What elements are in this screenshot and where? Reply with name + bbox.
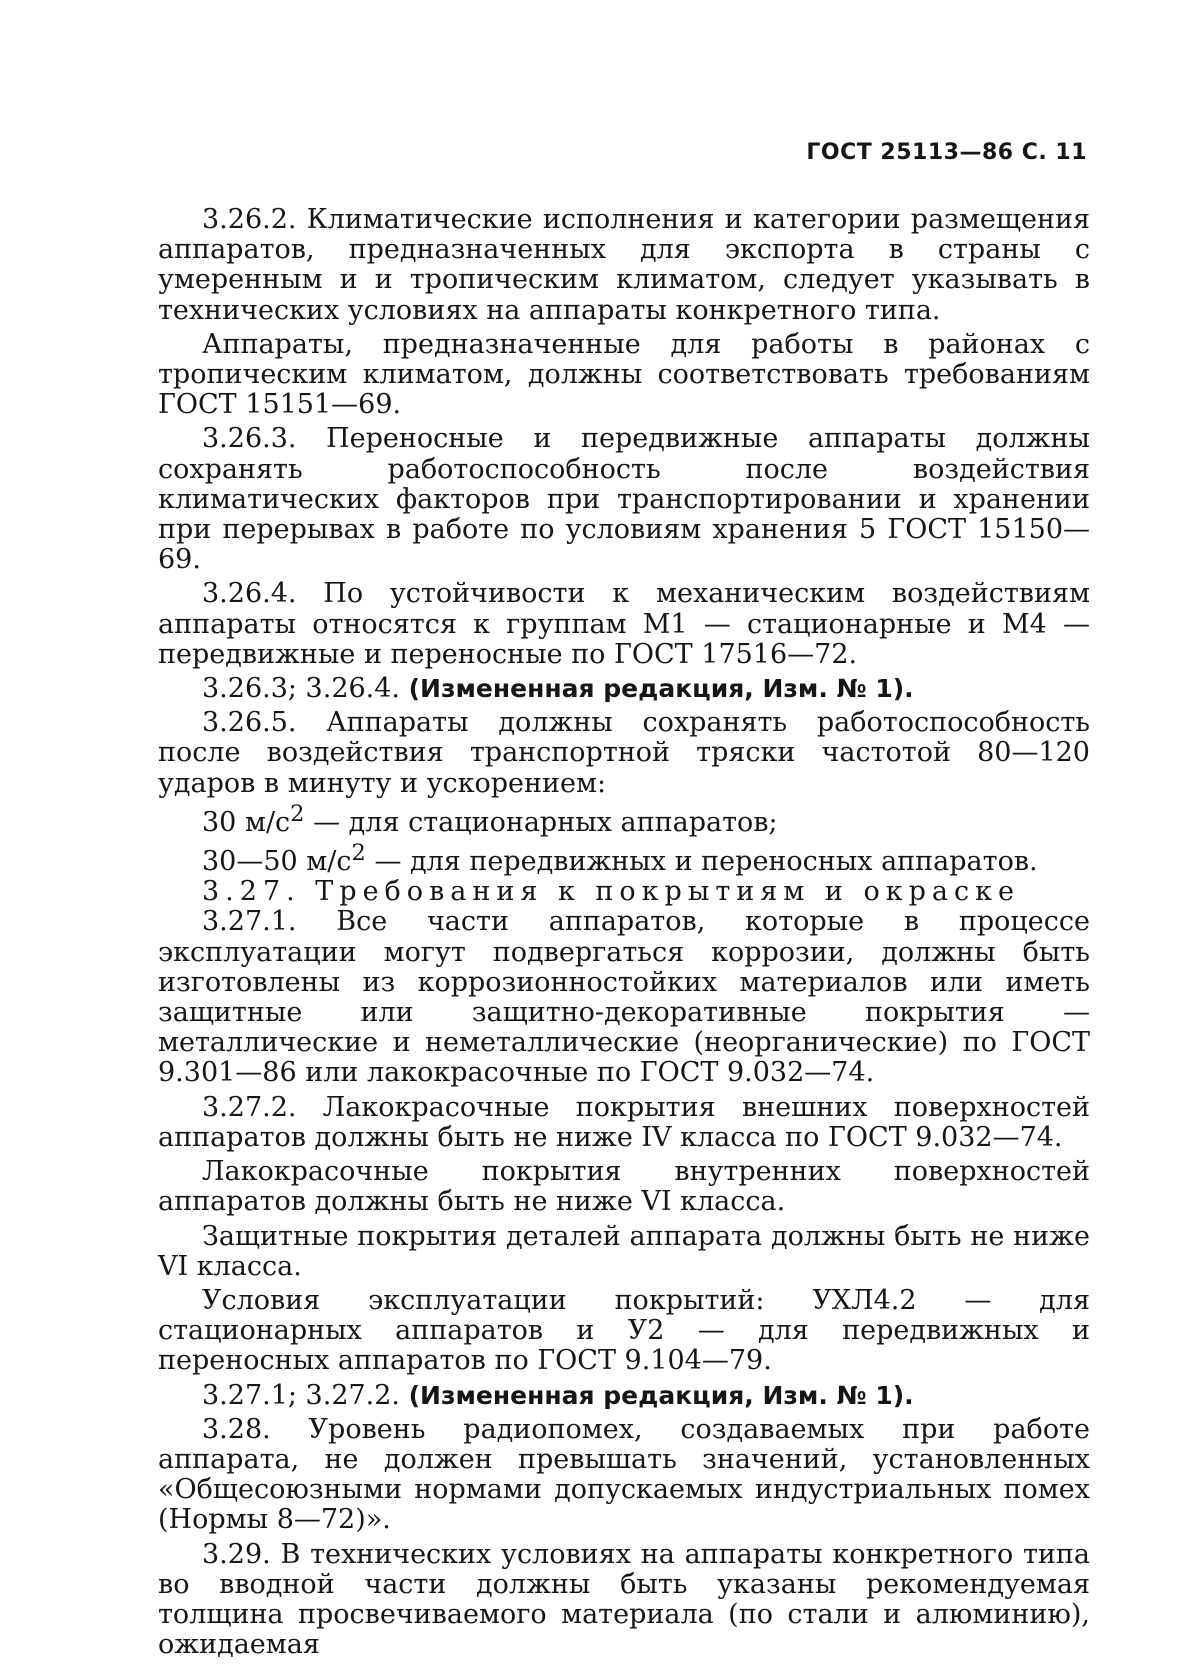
paragraph-3-26-3: 3.26.3. Переносные и передвижные аппараты должны сохранять работоспособность после воздействия климатических факторов при транспортировании и хранении при перерывах в работе по условиям хранения 5 ГОСТ 15150—69. <box>158 423 1090 576</box>
paragraph-3-29: 3.29. В технических условиях на аппараты конкретного типа во вводной части должны быть указаны рекомендуемая толщина просвечиваемого материала (по стали и алюминию), ожидаемая <box>158 1538 1090 1661</box>
paragraph-3-26-4: 3.26.4. По устойчивости к механическим воздействиям аппараты относятся к группам М1 — стационарные и М4 — передвижные и переносные по ГОСТ 17516—72. <box>158 578 1090 670</box>
acceleration-stationary <box>158 799 1090 838</box>
paragraph-tropical: Аппараты, предназначенные для работы в районах с тропическим климатом, должны соответствовать требованиям ГОСТ 15151—69. <box>158 328 1090 421</box>
exponent: 2 <box>351 840 366 867</box>
amendment-refs: 3.27.1; 3.27.2. <box>202 1379 401 1411</box>
amendment-note-1 <box>158 674 1090 704</box>
amendment-refs: 3.26.3; 3.26.4. <box>202 673 401 705</box>
acceleration-mobile <box>158 838 1090 877</box>
paragraph-internal-coatings: Лакокрасочные покрытия внутренних поверхностей аппаратов должны быть не ниже VI класса. <box>158 1156 1090 1218</box>
paragraph-3-26-2: 3.26.2. Климатические исполнения и категории размещения аппаратов, предназначенных для экспорта в страны с умеренным и и тропическим климатом, следует указывать в технических условиях на аппараты конкретного типа. <box>158 204 1090 326</box>
acceleration-text: — для передвижных и переносных аппаратов. <box>374 846 1038 878</box>
paragraph-3-27-2: 3.27.2. Лакокрасочные покрытия внешних поверхностей аппаратов должны быть не ниже IV класса по ГОСТ 9.032—74. <box>158 1091 1090 1153</box>
paragraph-protective-coatings: Защитные покрытия деталей аппарата должны быть не ниже VI класса. <box>158 1220 1090 1282</box>
paragraph-3-26-5: 3.26.5. Аппараты должны сохранять работоспособность после воздействия транспортной тряски частотой 80—120 ударов в минуту и ускорением: <box>158 707 1090 799</box>
page-header: ГОСТ 25113—86 С. 11 <box>806 140 1087 165</box>
paragraph-3-27-1: 3.27.1. Все части аппаратов, которые в процессе эксплуатации могут подвергаться коррозии, должны быть изготовлены из коррозионностойких материалов или иметь защитные или защитно-декоративные покрытия — металлические и неметаллические (неорганические) по ГОСТ 9.301—86 или лакокрасочные по ГОСТ 9.032—74. <box>158 906 1090 1089</box>
amendment-label: (Измененная редакция, Изм. № 1). <box>408 1380 914 1410</box>
section-title-3-27: 3.27. Требования к покрытиям и окраске <box>202 876 1020 908</box>
paragraph-3-28: 3.28. Уровень радиопомех, создаваемых при работе аппарата, не должен превышать значений, установленных «Общесоюзными нормами допускаемых индустриальных помех (Нормы 8—72)». <box>158 1413 1090 1536</box>
exponent: 2 <box>290 800 305 827</box>
amendment-note-2 <box>158 1381 1090 1411</box>
acceleration-text: — для стационарных аппаратов; <box>313 806 778 838</box>
acceleration-value: 30 м/с <box>202 806 291 838</box>
amendment-label: (Измененная редакция, Изм. № 1). <box>408 674 914 704</box>
paragraph-operating-conditions: Условия эксплуатации покрытий: УХЛ4.2 — для стационарных аппаратов и У2 — для передвижных и переносных аппаратов по ГОСТ 9.104—79. <box>158 1284 1090 1377</box>
document-body <box>158 205 1090 1660</box>
acceleration-value: 30—50 м/с <box>202 846 352 878</box>
